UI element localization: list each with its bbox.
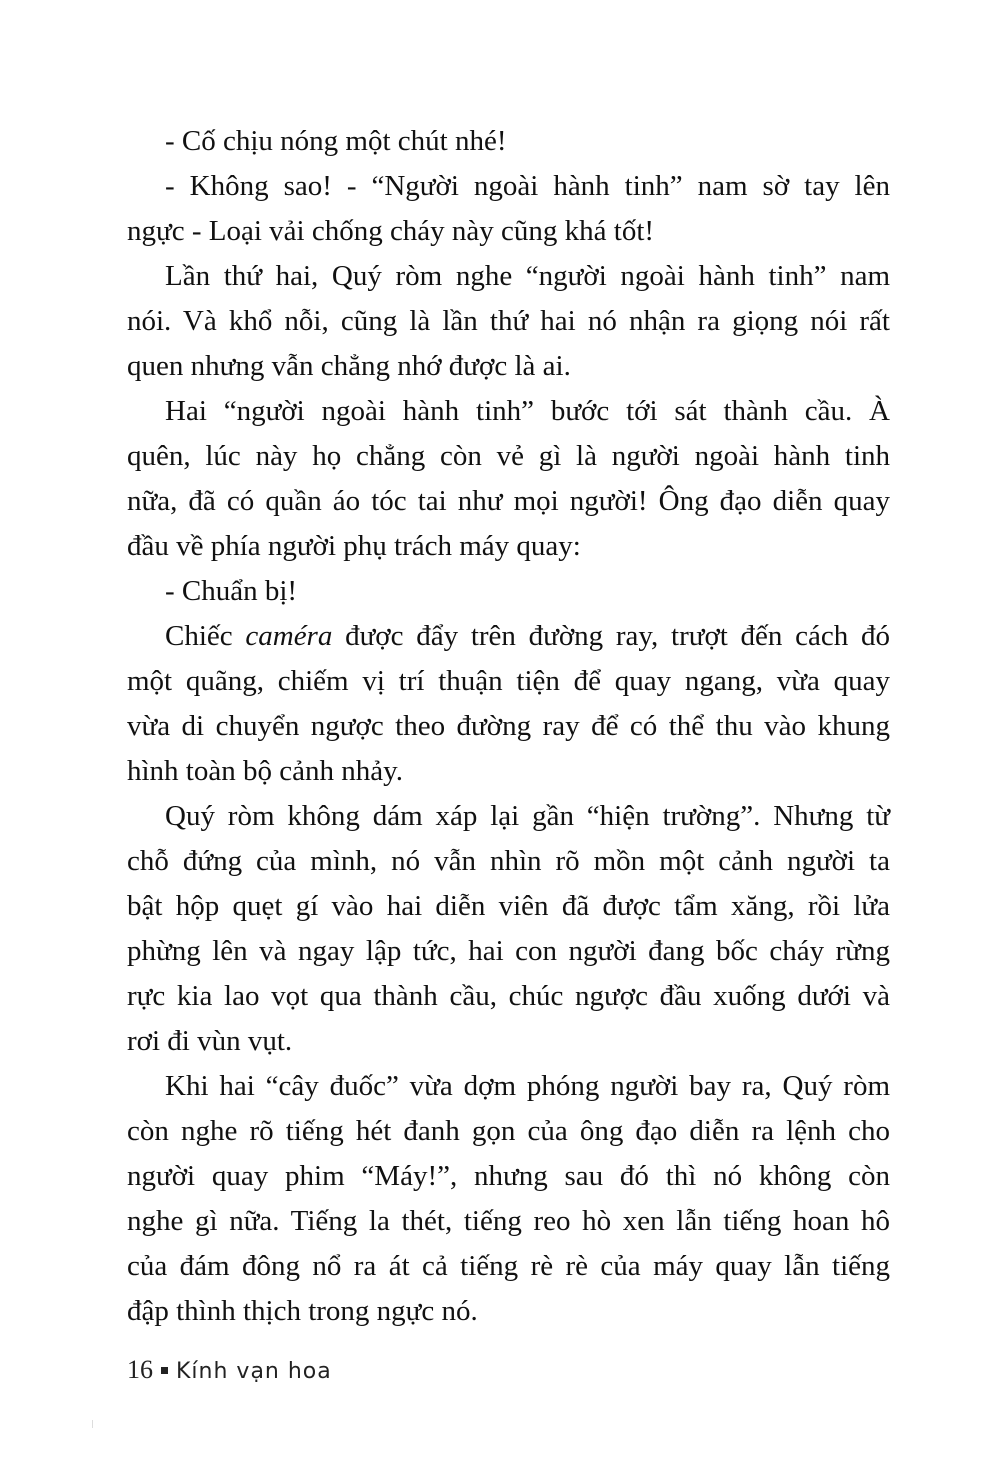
text-line: bật hộp quẹt gí vào hai diễn viên đã được tẩm xăng, rồi lửa	[127, 890, 890, 922]
text-line: - Không sao! - “Người ngoài hành tinh” nam sờ tay lên	[165, 170, 890, 202]
text-line: chỗ đứng của mình, nó vẫn nhìn rõ mồn một cảnh người ta	[127, 845, 890, 877]
text-line: Hai “người ngoài hành tinh” bước tới sát thành cầu. À	[165, 395, 890, 427]
text-line: đầu về phía người phụ trách máy quay:	[127, 530, 581, 562]
book-title: Kính vạn hoa	[176, 1359, 332, 1384]
text-line: còn nghe rõ tiếng hét đanh gọn của ông đạo diễn ra lệnh cho	[127, 1115, 890, 1147]
text-line: một quãng, chiếm vị trí thuận tiện để quay ngang, vừa quay	[127, 665, 890, 697]
text-line: Lần thứ hai, Quý ròm nghe “người ngoài hành tinh” nam	[165, 260, 890, 292]
scan-artifact	[92, 1420, 93, 1428]
page-number: 16	[127, 1355, 153, 1384]
text-line: - Chuẩn bị!	[165, 575, 298, 607]
text-line: nói. Và khổ nỗi, cũng là lần thứ hai nó nhận ra giọng nói rất	[127, 305, 890, 337]
text-line: vừa di chuyển ngược theo đường ray để có thể thu vào khung	[127, 710, 890, 742]
text-line: đập thình thịch trong ngực nó.	[127, 1295, 478, 1327]
italic-word: caméra	[245, 620, 333, 652]
text-line: nghe gì nữa. Tiếng la thét, tiếng reo hò xen lẫn tiếng hoan hô	[127, 1205, 890, 1237]
text-line: phừng lên và ngay lập tức, hai con người đang bốc cháy rừng	[127, 935, 890, 967]
text-line: rực kia lao vọt qua thành cầu, chúc ngược đầu xuống dưới và	[127, 980, 890, 1012]
text-line: ngực - Loại vải chống cháy này cũng khá tốt!	[127, 215, 655, 247]
text-line: quen nhưng vẫn chẳng nhớ được là ai.	[127, 350, 571, 382]
text-line: Chiếc caméra được đẩy trên đường ray, trượt đến cách đó	[165, 620, 890, 652]
text-line: quên, lúc này họ chẳng còn vẻ gì là người ngoài hành tinh	[127, 440, 890, 472]
text-line: - Cố chịu nóng một chút nhé!	[165, 125, 507, 157]
square-bullet-icon	[161, 1367, 168, 1374]
text-line: Quý ròm không dám xáp lại gần “hiện trường”. Nhưng từ	[165, 800, 890, 832]
text-line: hình toàn bộ cảnh nhảy.	[127, 755, 403, 787]
text-line: Khi hai “cây đuốc” vừa dợm phóng người bay ra, Quý ròm	[165, 1070, 890, 1102]
text-line: của đám đông nổ ra át cả tiếng rè rè của máy quay lẫn tiếng	[127, 1250, 890, 1282]
page-footer	[127, 1355, 332, 1385]
text-line: người quay phim “Máy!”, nhưng sau đó thì nó không còn	[127, 1160, 890, 1192]
text-line: nữa, đã có quần áo tóc tai như mọi người! Ông đạo diễn quay	[127, 485, 890, 517]
text-line: rơi đi vùn vụt.	[127, 1025, 293, 1057]
